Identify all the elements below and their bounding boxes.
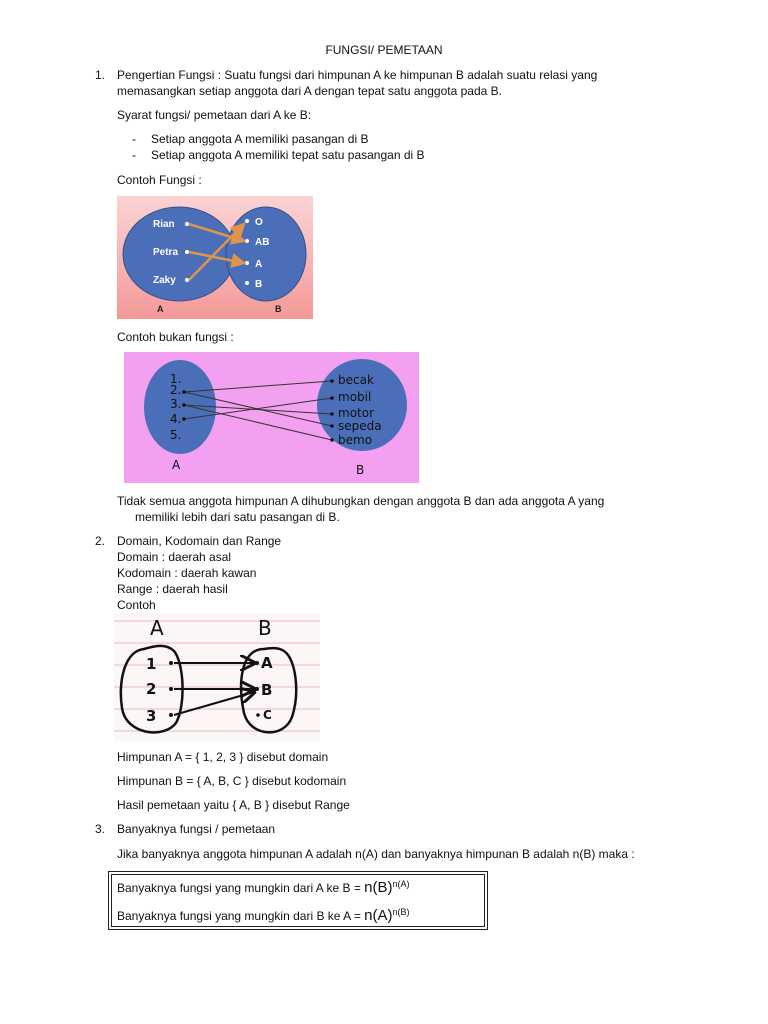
set-a-element: 5. [170, 428, 182, 442]
set-b-element: AB [255, 237, 270, 248]
set-b-element: mobil [338, 390, 372, 404]
set-b-element: A [255, 259, 263, 270]
set-a-element: 3 [146, 707, 157, 725]
set-b-label: B [275, 304, 282, 314]
himpunan-b-statement: Himpunan B = { A, B, C } disebut kodomain [117, 774, 347, 788]
set-a-element: 1. [170, 372, 182, 386]
set-b-element: bemo [338, 433, 373, 447]
formula-exponent: n(A) [392, 879, 410, 889]
set-b-label: B [258, 616, 272, 640]
set-a-label: A [150, 616, 164, 640]
non-function-mapping-diagram [124, 352, 419, 483]
page-title: FUNGSI/ PEMETAAN [325, 43, 443, 57]
non-function-note-1: Tidak semua anggota himpunan A dihubungkan dengan anggota B dan ada anggota A yang [117, 494, 605, 508]
formula-base: n(B) [364, 879, 393, 896]
range-statement: Hasil pemetaan yaitu { A, B } disebut Range [117, 798, 350, 812]
set-b-ellipse [226, 207, 306, 301]
contoh-fungsi-label: Contoh Fungsi : [117, 173, 202, 187]
set-b-label: B [356, 463, 365, 477]
range-definition: Range : daerah hasil [117, 582, 228, 596]
set-a-label: A [172, 458, 181, 472]
bullet-dash: - [132, 132, 136, 146]
section-2-heading: Domain, Kodomain dan Range [117, 534, 282, 548]
domain-example-figure [114, 613, 320, 741]
set-b-element: sepeda [338, 419, 382, 433]
non-function-example-figure [124, 352, 419, 483]
set-b-element: B [261, 681, 273, 699]
formula-base: n(A) [364, 907, 393, 924]
set-b-element: motor [338, 406, 375, 420]
set-a-element: Petra [153, 247, 179, 258]
formula-text: Banyaknya fungsi yang mungkin dari A ke B = [117, 881, 365, 895]
set-a-element: Zaky [153, 275, 176, 286]
himpunan-a-statement: Himpunan A = { 1, 2, 3 } disebut domain [117, 750, 329, 764]
section-number-2: 2. [95, 534, 106, 548]
bullet-dash: - [132, 148, 136, 162]
set-a-element: 2 [146, 680, 157, 698]
set-b-element: C [263, 708, 272, 722]
set-a-label: A [157, 304, 164, 314]
definition-line-1: Pengertian Fungsi : Suatu fungsi dari himpunan A ke himpunan B adalah suatu relasi yang [117, 68, 598, 82]
definition-line-2: memasangkan setiap anggota dari A dengan tepat satu anggota pada B. [117, 84, 502, 98]
formula-text: Banyaknya fungsi yang mungkin dari B ke A = [117, 909, 365, 923]
set-a-element: 4. [170, 412, 182, 426]
formula-a-to-b [117, 874, 410, 898]
section-3-heading: Banyaknya fungsi / pemetaan [117, 822, 276, 836]
set-a-element: Rian [153, 219, 175, 230]
set-b-element: B [255, 279, 263, 290]
syarat-heading: Syarat fungsi/ pemetaan dari A ke B: [117, 108, 312, 122]
set-b-element: A [261, 654, 273, 672]
formula-exponent: n(B) [392, 907, 410, 917]
formula-b-to-a [117, 902, 410, 926]
set-a-ellipse [123, 207, 235, 301]
handwritten-mapping-diagram [114, 613, 320, 741]
non-function-note-2: memiliki lebih dari satu pasangan di B. [135, 510, 340, 524]
set-b-element: becak [338, 373, 374, 387]
contoh-label: Contoh [117, 598, 156, 612]
set-a-element: 2. [170, 383, 182, 397]
section-number-3: 3. [95, 822, 106, 836]
bullet-item-2: Setiap anggota A memiliki tepat satu pasangan di B [151, 148, 425, 162]
function-mapping-diagram [117, 196, 313, 319]
domain-definition: Domain : daerah asal [117, 550, 232, 564]
section-3-intro: Jika banyaknya anggota himpunan A adalah n(A) dan banyaknya himpunan B adalah n(B) maka : [117, 847, 635, 861]
contoh-bukan-label: Contoh bukan fungsi : [117, 330, 234, 344]
set-a-element: 3. [170, 397, 182, 411]
function-example-figure [117, 196, 313, 319]
set-b-element: O [255, 217, 263, 228]
bullet-item-1: Setiap anggota A memiliki pasangan di B [151, 132, 369, 146]
section-number-1: 1. [95, 68, 106, 82]
set-a-element: 1 [146, 655, 157, 673]
kodomain-definition: Kodomain : daerah kawan [117, 566, 257, 580]
